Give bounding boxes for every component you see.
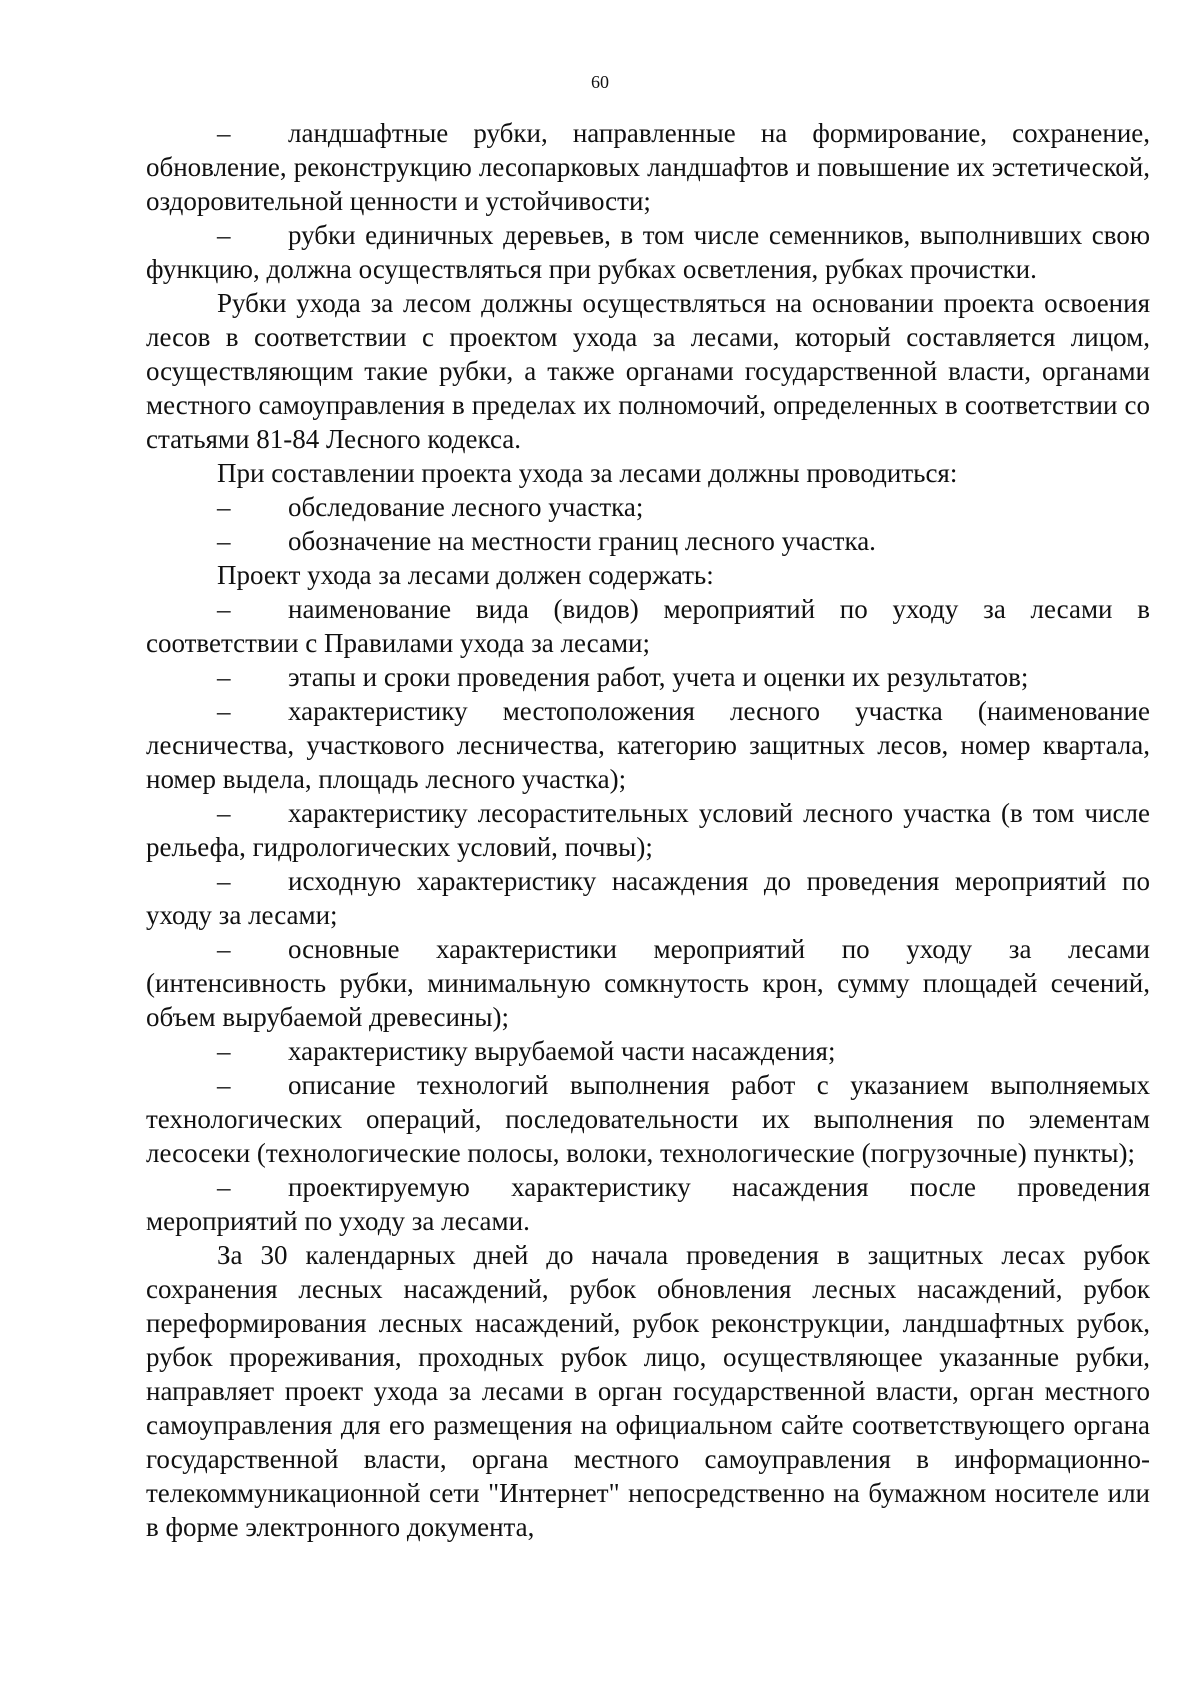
bullet-text: исходную характеристику насаждения до проведения мероприятий по уходу за лесами; (146, 866, 1150, 930)
bullet-dash: – (217, 1070, 231, 1100)
bullet-dash: – (217, 492, 231, 522)
bullet-dash: – (217, 934, 231, 964)
bullet-dash: – (217, 594, 231, 624)
bullet-text: характеристику лесорастительных условий лесного участка (в том числе рельефа, гидрологических условий, почвы); (146, 798, 1150, 862)
paragraph: За 30 календарных дней до начала проведения в защитных лесах рубок сохранения лесных насаждений, рубок обновления лесных насаждений, рубок переформирования лесных насаждений, рубок реконструкции, ландшафтных рубок, рубок прореживания, проходных рубок лицо, осуществляющее указанные рубки, направляет проект ухода за лесами в орган государственной власти, орган местного самоуправления для его размещения на официальном сайте соответствующего органа государственной власти, органа местного самоуправления в информационно-телекоммуникационной сети "Интернет" непосредственно на бумажном носителе или в форме электронного документа, (146, 1240, 1150, 1542)
bullet-item (146, 1170, 1150, 1238)
document-body (146, 116, 1150, 1544)
bullet-item (146, 490, 1150, 524)
bullet-item (146, 1068, 1150, 1170)
bullet-item (146, 796, 1150, 864)
bullet-item (146, 864, 1150, 932)
bullet-dash: – (217, 526, 231, 556)
bullet-text: проектируемую характеристику насаждения после проведения мероприятий по уходу за лесами. (146, 1172, 1150, 1236)
bullet-text: обследование лесного участка; (288, 492, 644, 522)
bullet-text: обозначение на местности границ лесного участка. (288, 526, 876, 556)
bullet-item (146, 1034, 1150, 1068)
bullet-text: основные характеристики мероприятий по уходу за лесами (интенсивность рубки, минимальную сомкнутость крон, сумму площадей сечений, объем вырубаемой древесины); (146, 934, 1150, 1032)
bullet-item (146, 218, 1150, 286)
bullet-dash: – (217, 696, 231, 726)
bullet-text: наименование вида (видов) мероприятий по уходу за лесами в соответствии с Правилами ухода за лесами; (146, 594, 1150, 658)
bullet-item (146, 116, 1150, 218)
paragraph: Рубки ухода за лесом должны осуществляться на основании проекта освоения лесов в соответствии с проектом ухода за лесами, который составляется лицом, осуществляющим такие рубки, а также органами государственной власти, органами местного самоуправления в пределах их полномочий, определенных в соответствии со статьями 81-84 Лесного кодекса. (146, 288, 1150, 454)
bullet-text: характеристику местоположения лесного участка (наименование лесничества, участкового лесничества, категорию защитных лесов, номер квартала, номер выдела, площадь лесного участка); (146, 696, 1150, 794)
bullet-dash: – (217, 798, 231, 828)
bullet-item (146, 660, 1150, 694)
bullet-text: ландшафтные рубки, направленные на формирование, сохранение, обновление, реконструкцию лесопарковых ландшафтов и повышение их эстетической, оздоровительной ценности и устойчивости; (146, 118, 1150, 216)
bullet-item (146, 524, 1150, 558)
bullet-text: характеристику вырубаемой части насаждения; (288, 1036, 836, 1066)
bullet-dash: – (217, 220, 231, 250)
bullet-text: этапы и сроки проведения работ, учета и оценки их результатов; (288, 662, 1029, 692)
bullet-text: описание технологий выполнения работ с указанием выполняемых технологических операций, последовательности их выполнения по элементам лесосеки (технологические полосы, волоки, технологические (погрузочные) пункты); (146, 1070, 1150, 1168)
bullet-item (146, 592, 1150, 660)
bullet-item (146, 694, 1150, 796)
paragraph: При составлении проекта ухода за лесами должны проводиться: (217, 458, 958, 488)
bullet-dash: – (217, 866, 231, 896)
page-number: 60 (591, 72, 609, 92)
bullet-dash: – (217, 662, 231, 692)
bullet-dash: – (217, 118, 231, 148)
bullet-item (146, 932, 1150, 1034)
bullet-dash: – (217, 1172, 231, 1202)
bullet-text: рубки единичных деревьев, в том числе семенников, выполнивших свою функцию, должна осуществляться при рубках осветления, рубках прочистки. (146, 220, 1150, 284)
paragraph: Проект ухода за лесами должен содержать: (217, 560, 714, 590)
bullet-dash: – (217, 1036, 231, 1066)
